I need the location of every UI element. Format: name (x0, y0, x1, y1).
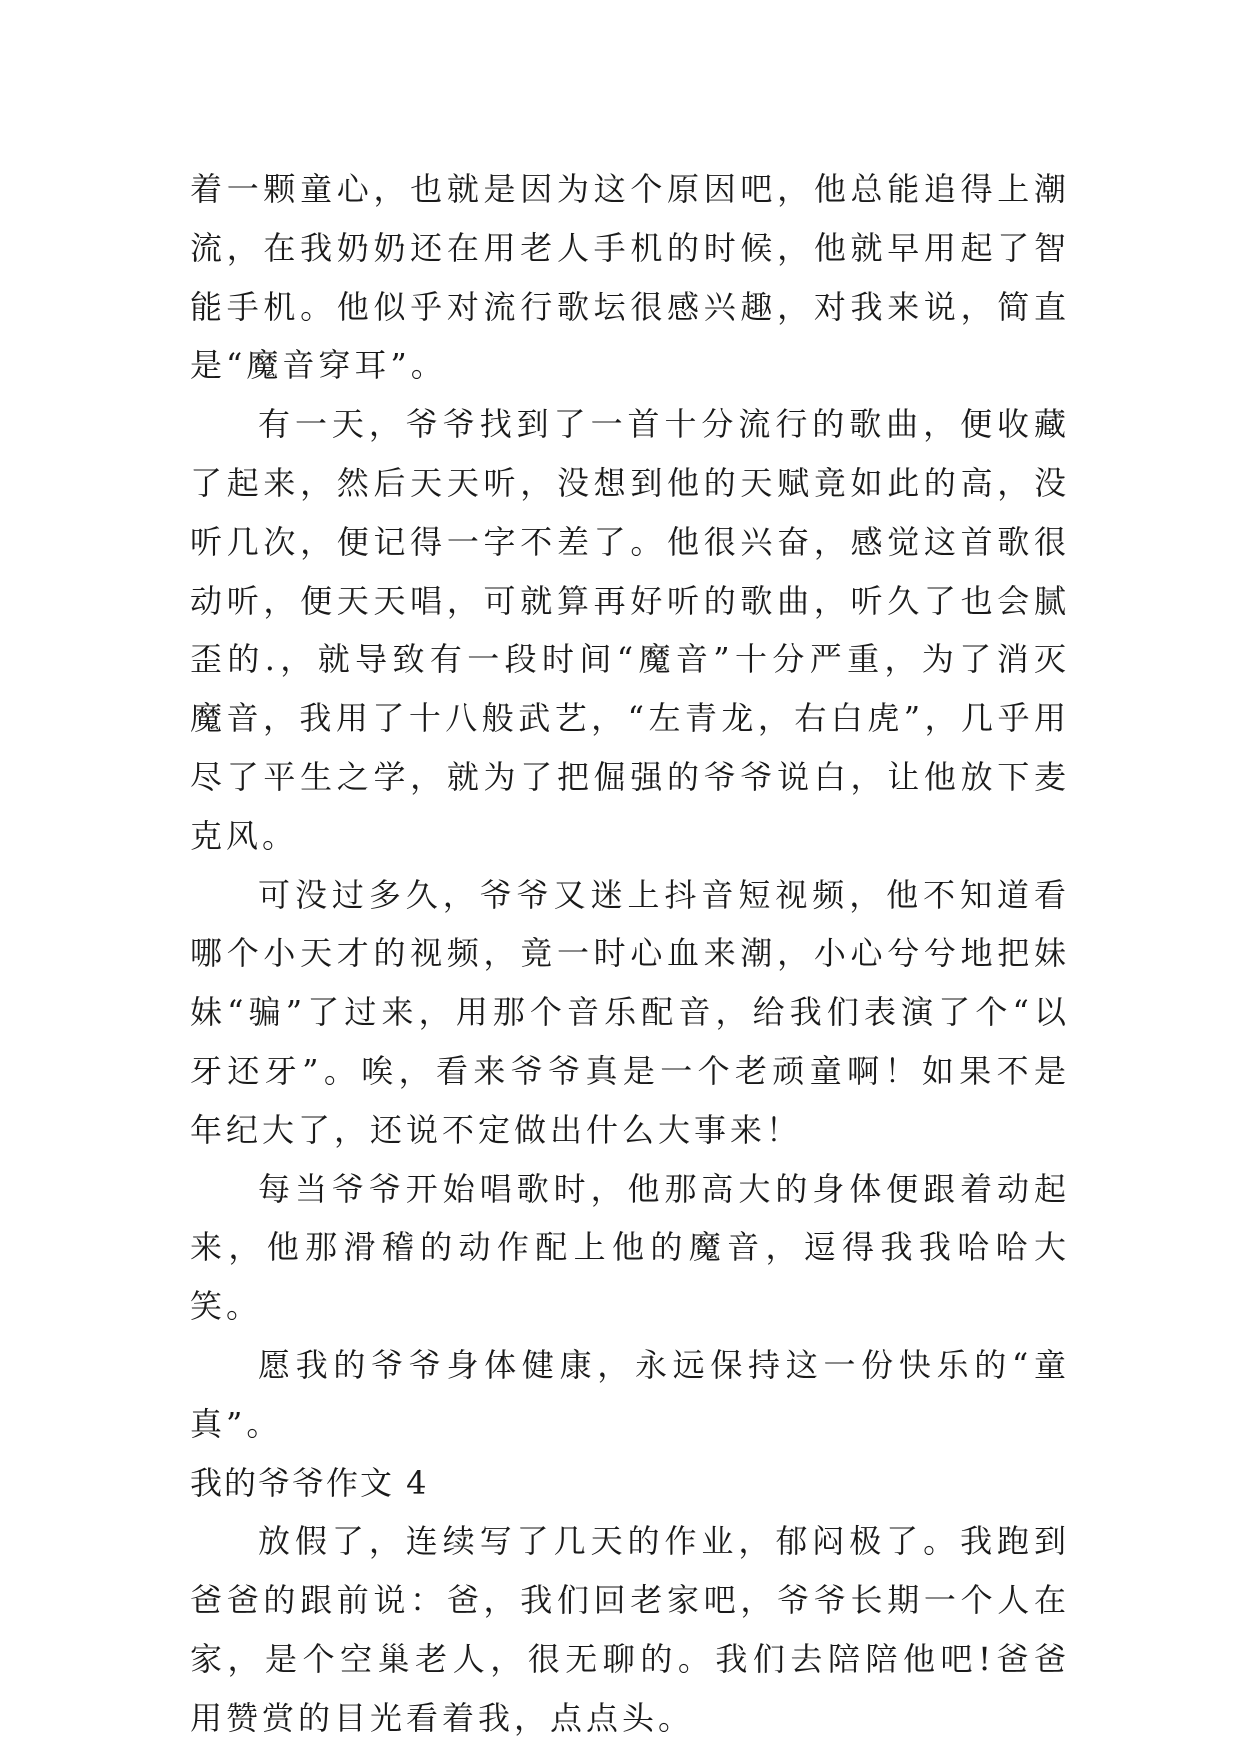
paragraph-6: 放假了，连续写了几天的作业，郁闷极了。我跑到爸爸的跟前说：爸，我们回老家吧，爷爷长期一个人在家，是个空巢老人，很无聊的。我们去陪陪他吧!爸爸用赞赏的目光看着我，点点头。 (190, 1522, 1070, 1737)
paragraph-4: 每当爷爷开始唱歌时，他那高大的身体便跟着动起来，他那滑稽的动作配上他的魔音，逗得我我哈哈大笑。 (190, 1169, 1070, 1326)
section-heading: 我的爷爷作文 4 (190, 1463, 429, 1502)
paragraph-1: 着一颗童心，也就是因为这个原因吧，他总能追得上潮流，在我奶奶还在用老人手机的时候，他就早用起了智能手机。他似乎对流行歌坛很感兴趣，对我来说，简直是“魔音穿耳”。 (190, 170, 1070, 385)
paragraph-3: 可没过多久，爷爷又迷上抖音短视频，他不知道看哪个小天才的视频，竟一时心血来潮，小心兮兮地把妹妹“骗”了过来，用那个音乐配音，给我们表演了个“以牙还牙”。唉，看来爷爷真是一个老顽童啊！如果不是年纪大了，还说不定做出什么大事来！ (190, 875, 1070, 1149)
document-body (190, 160, 1070, 1748)
paragraph-2: 有一天，爷爷找到了一首十分流行的歌曲，便收藏了起来，然后天天听，没想到他的天赋竟如此的高，没听几次，便记得一字不差了。他很兴奋，感觉这首歌很动听，便天天唱，可就算再好听的歌曲，听久了也会腻歪的.，就导致有一段时间“魔音”十分严重，为了消灭魔音，我用了十八般武艺，“左青龙，右白虎”，几乎用尽了平生之学，就为了把倔强的爷爷说白，让他放下麦克风。 (190, 405, 1070, 855)
paragraph-5: 愿我的爷爷身体健康，永远保持这一份快乐的“童真”。 (190, 1345, 1070, 1443)
